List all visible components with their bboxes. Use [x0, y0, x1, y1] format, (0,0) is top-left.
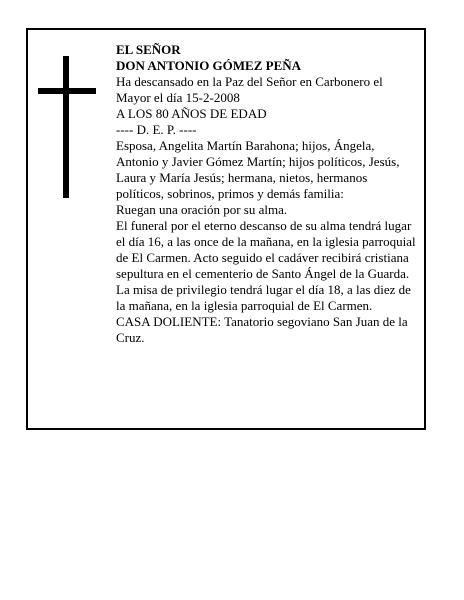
prayer-request: Ruegan una oración por su alma. [116, 202, 288, 217]
funeral-details: El funeral por el eterno descanso de su alma tendrá lugar el día 16, a las once de la mañana, en la iglesia parroquial de El Carmen. Acto seguido el cadáver recibirá cristiana sepultura en el cementerio de Santo Ángel de la Guarda. La misa de privilegio tendrá lugar el día 18, a las diez de la mañana, en la iglesia parroquial de El Carmen. [116, 218, 416, 313]
cross-vertical-bar [63, 56, 69, 198]
cross-horizontal-bar [38, 88, 96, 94]
title-line-1: EL SEÑOR [116, 42, 181, 57]
notice-body [116, 42, 416, 346]
mourning-house: CASA DOLIENTE: Tanatorio segoviano San Juan de la Cruz. [116, 314, 408, 345]
dep-line: ---- D. E. P. ---- [116, 122, 197, 137]
deceased-name: DON ANTONIO GÓMEZ PEÑA [116, 58, 302, 73]
age-line: A LOS 80 AÑOS DE EDAD [116, 106, 267, 121]
obituary-notice [26, 28, 426, 430]
rested-statement: Ha descansado en la Paz del Señor en Carbonero el Mayor el día 15-2-2008 [116, 74, 383, 105]
family-list: Esposa, Angelita Martín Barahona; hijos, Ángela, Antonio y Javier Gómez Martín; hijos políticos, Jesús, Laura y María Jesús; hermana, nietos, hermanos políticos, sobrinos, primos y demás familia: [116, 138, 400, 201]
cross-icon [38, 56, 96, 198]
